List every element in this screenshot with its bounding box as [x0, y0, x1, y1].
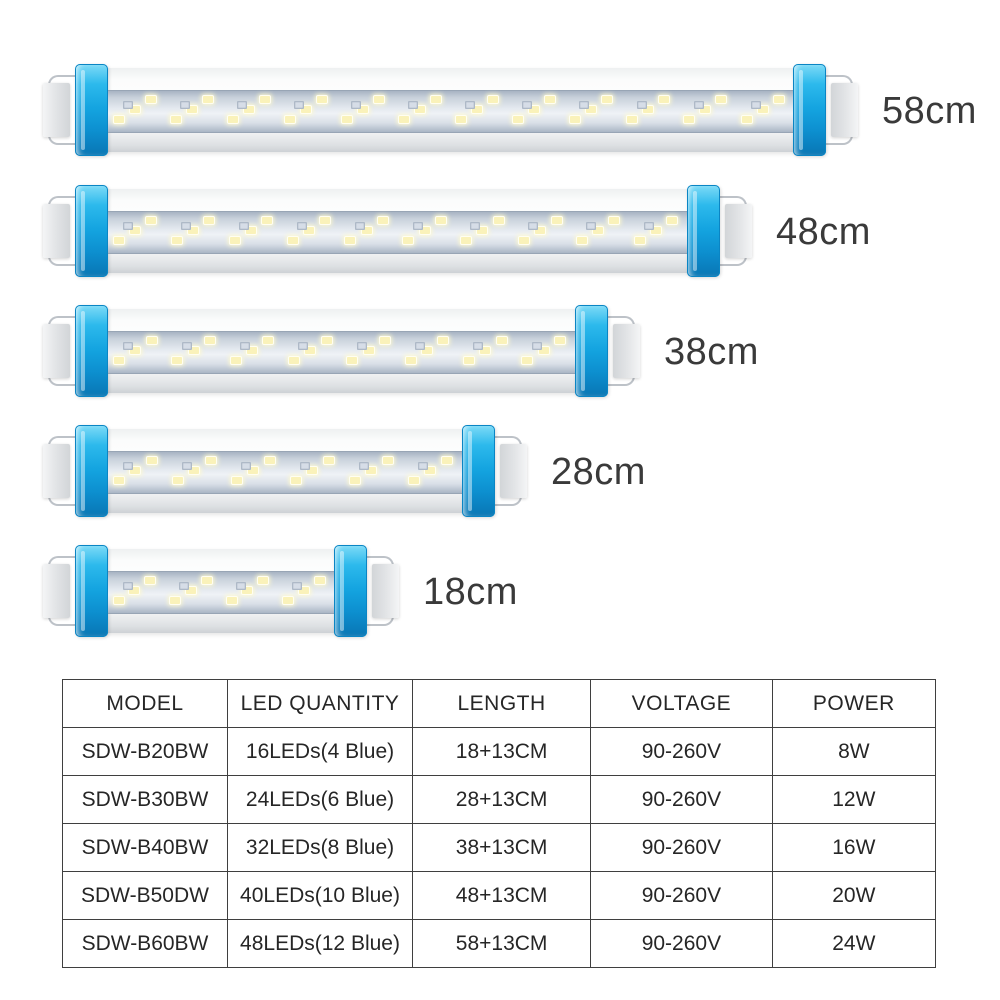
- mount-pad-left: [43, 564, 70, 618]
- length-label: 28cm: [551, 451, 646, 493]
- led-group: [508, 91, 565, 132]
- blue-led-chip: [418, 462, 428, 470]
- white-led: [315, 577, 325, 584]
- led-group: [571, 212, 629, 253]
- spec-header-led-qty: LED QUANTITY: [227, 680, 412, 728]
- spec-header-power: POWER: [772, 680, 935, 728]
- length-label: 58cm: [882, 90, 977, 132]
- length-label: 38cm: [664, 331, 759, 373]
- blue-led-chip: [123, 582, 133, 590]
- white-led: [570, 116, 580, 123]
- blue-led-chip: [123, 462, 133, 470]
- white-led: [442, 457, 452, 464]
- white-led: [461, 237, 471, 244]
- white-led: [374, 96, 384, 103]
- blue-led-chip: [528, 222, 538, 230]
- led-group: [336, 91, 393, 132]
- led-group: [165, 572, 222, 613]
- spec-cell-power: 24W: [772, 920, 935, 968]
- end-cap-left: [75, 425, 108, 517]
- white-led: [577, 237, 587, 244]
- white-led: [114, 597, 124, 604]
- spec-cell-model: SDW-B30BW: [63, 776, 228, 824]
- led-group: [517, 332, 575, 373]
- white-led: [742, 116, 752, 123]
- led-group: [166, 332, 224, 373]
- blue-led-chip: [236, 582, 246, 590]
- blue-led-chip: [355, 222, 365, 230]
- length-label: 48cm: [776, 211, 871, 253]
- led-group: [108, 332, 166, 373]
- blue-led-chip: [241, 462, 251, 470]
- mount-pad-left: [43, 83, 70, 137]
- mount-pad-right: [372, 564, 399, 618]
- white-led: [684, 116, 694, 123]
- blue-led-chip: [413, 222, 423, 230]
- white-led: [380, 337, 390, 344]
- led-strip: [108, 211, 687, 254]
- white-led: [716, 96, 726, 103]
- spec-cell-power: 20W: [772, 872, 935, 920]
- blue-led-chip: [237, 101, 247, 109]
- blue-led-chip: [694, 101, 704, 109]
- blue-led-chip: [359, 462, 369, 470]
- spec-header-voltage: VOLTAGE: [591, 680, 773, 728]
- white-led: [145, 577, 155, 584]
- mount-pad-right: [500, 444, 527, 498]
- blue-led-chip: [180, 101, 190, 109]
- led-group: [513, 212, 571, 253]
- light-bar-18cm: [43, 545, 399, 637]
- spec-cell-voltage: 90-260V: [591, 872, 773, 920]
- blue-led-chip: [181, 222, 191, 230]
- white-led: [288, 237, 298, 244]
- led-group: [344, 452, 403, 493]
- white-led: [456, 116, 466, 123]
- led-group: [285, 452, 344, 493]
- white-led: [627, 116, 637, 123]
- white-led: [774, 96, 784, 103]
- led-strip: [108, 331, 575, 374]
- white-led: [283, 597, 293, 604]
- white-led: [399, 116, 409, 123]
- spec-cell-model: SDW-B50DW: [63, 872, 228, 920]
- led-group: [225, 332, 283, 373]
- white-led: [345, 237, 355, 244]
- white-led: [431, 96, 441, 103]
- led-group: [108, 452, 167, 493]
- blue-led-chip: [123, 342, 133, 350]
- blue-led-chip: [473, 342, 483, 350]
- spec-cell-model: SDW-B60BW: [63, 920, 228, 968]
- led-group: [450, 91, 507, 132]
- led-group: [108, 572, 165, 613]
- white-led: [602, 96, 612, 103]
- led-group: [224, 212, 282, 253]
- light-bar-38cm: [43, 305, 640, 397]
- white-led: [260, 96, 270, 103]
- led-group: [282, 212, 340, 253]
- mount-pad-left: [43, 204, 70, 258]
- spec-row-SDW-B30BW: [63, 776, 936, 824]
- white-led: [173, 477, 183, 484]
- spec-cell-voltage: 90-260V: [591, 728, 773, 776]
- spec-header-row: [63, 680, 936, 728]
- led-group: [342, 332, 400, 373]
- led-group: [108, 91, 165, 132]
- white-led: [114, 477, 124, 484]
- end-cap-left: [75, 185, 108, 277]
- white-led: [494, 217, 504, 224]
- blue-led-chip: [298, 342, 308, 350]
- white-led: [147, 457, 157, 464]
- end-cap-left: [75, 64, 108, 156]
- white-led: [114, 116, 124, 123]
- led-group: [400, 332, 458, 373]
- end-cap-right: [575, 305, 608, 397]
- spec-cell-length: 18+13CM: [413, 728, 591, 776]
- led-group: [736, 91, 793, 132]
- spec-cell-voltage: 90-260V: [591, 824, 773, 872]
- blue-led-chip: [470, 222, 480, 230]
- white-led: [232, 477, 242, 484]
- white-led: [172, 237, 182, 244]
- white-led: [205, 337, 215, 344]
- spec-row-SDW-B20BW: [63, 728, 936, 776]
- spec-header-length: LENGTH: [413, 680, 591, 728]
- led-group: [166, 212, 224, 253]
- spec-cell-length: 38+13CM: [413, 824, 591, 872]
- blue-led-chip: [292, 582, 302, 590]
- spec-row-SDW-B50DW: [63, 872, 936, 920]
- white-led: [464, 357, 474, 364]
- spec-cell-voltage: 90-260V: [591, 920, 773, 968]
- white-led: [635, 237, 645, 244]
- blue-led-chip: [579, 101, 589, 109]
- light-bar-48cm: [43, 185, 752, 277]
- led-group: [108, 212, 166, 253]
- white-led: [609, 217, 619, 224]
- led-group: [165, 91, 222, 132]
- white-led: [383, 457, 393, 464]
- spec-table: [62, 679, 936, 968]
- end-cap-left: [75, 305, 108, 397]
- white-led: [146, 217, 156, 224]
- spec-cell-power: 16W: [772, 824, 935, 872]
- white-led: [230, 237, 240, 244]
- white-led: [409, 477, 419, 484]
- white-led: [147, 337, 157, 344]
- mount-pad-left: [43, 324, 70, 378]
- led-group: [278, 572, 335, 613]
- blue-led-chip: [644, 222, 654, 230]
- blue-led-chip: [240, 342, 250, 350]
- spec-cell-length: 28+13CM: [413, 776, 591, 824]
- led-group: [222, 91, 279, 132]
- white-led: [667, 217, 677, 224]
- white-led: [317, 96, 327, 103]
- white-led: [406, 357, 416, 364]
- white-led: [172, 357, 182, 364]
- white-led: [289, 357, 299, 364]
- led-group: [393, 91, 450, 132]
- white-led: [320, 217, 330, 224]
- white-led: [114, 237, 124, 244]
- light-bar-58cm: [43, 64, 858, 156]
- blue-led-chip: [300, 462, 310, 470]
- end-cap-right: [334, 545, 367, 637]
- blue-led-chip: [351, 101, 361, 109]
- white-led: [378, 217, 388, 224]
- white-led: [265, 457, 275, 464]
- mount-pad-right: [725, 204, 752, 258]
- white-led: [204, 217, 214, 224]
- white-led: [146, 96, 156, 103]
- white-led: [227, 597, 237, 604]
- mount-pad-right: [613, 324, 640, 378]
- spec-cell-led-quantity: 48LEDs(12 Blue): [227, 920, 412, 968]
- spec-cell-led-quantity: 24LEDs(6 Blue): [227, 776, 412, 824]
- white-led: [170, 597, 180, 604]
- blue-led-chip: [239, 222, 249, 230]
- length-label: 18cm: [423, 571, 518, 613]
- white-led: [171, 116, 181, 123]
- led-group: [283, 332, 341, 373]
- led-group: [398, 212, 456, 253]
- led-group: [629, 212, 687, 253]
- blue-led-chip: [532, 342, 542, 350]
- white-led: [347, 357, 357, 364]
- white-led: [228, 116, 238, 123]
- led-group: [565, 91, 622, 132]
- end-cap-right: [793, 64, 826, 156]
- white-led: [322, 337, 332, 344]
- white-led: [403, 237, 413, 244]
- spec-row-SDW-B40BW: [63, 824, 936, 872]
- white-led: [519, 237, 529, 244]
- white-led: [522, 357, 532, 364]
- blue-led-chip: [637, 101, 647, 109]
- white-led: [263, 337, 273, 344]
- blue-led-chip: [751, 101, 761, 109]
- white-led: [436, 217, 446, 224]
- white-led: [202, 577, 212, 584]
- spec-cell-voltage: 90-260V: [591, 776, 773, 824]
- white-led: [291, 477, 301, 484]
- blue-led-chip: [297, 222, 307, 230]
- white-led: [488, 96, 498, 103]
- spec-cell-power: 12W: [772, 776, 935, 824]
- led-group: [679, 91, 736, 132]
- white-led: [497, 337, 507, 344]
- white-led: [350, 477, 360, 484]
- spec-cell-power: 8W: [772, 728, 935, 776]
- blue-led-chip: [522, 101, 532, 109]
- led-group: [221, 572, 278, 613]
- led-group: [279, 91, 336, 132]
- mount-pad-left: [43, 444, 70, 498]
- led-group: [455, 212, 513, 253]
- led-group: [622, 91, 679, 132]
- led-group: [458, 332, 516, 373]
- led-strip: [108, 451, 462, 494]
- white-led: [659, 96, 669, 103]
- blue-led-chip: [182, 342, 192, 350]
- white-led: [114, 357, 124, 364]
- white-led: [285, 116, 295, 123]
- end-cap-left: [75, 545, 108, 637]
- led-strip: [108, 571, 334, 614]
- blue-led-chip: [465, 101, 475, 109]
- white-led: [206, 457, 216, 464]
- led-strip: [108, 90, 793, 133]
- end-cap-right: [462, 425, 495, 517]
- spec-cell-model: SDW-B40BW: [63, 824, 228, 872]
- white-led: [231, 357, 241, 364]
- white-led: [324, 457, 334, 464]
- end-cap-right: [687, 185, 720, 277]
- spec-row-SDW-B60BW: [63, 920, 936, 968]
- white-led: [555, 337, 565, 344]
- spec-cell-led-quantity: 40LEDs(10 Blue): [227, 872, 412, 920]
- blue-led-chip: [357, 342, 367, 350]
- white-led: [262, 217, 272, 224]
- blue-led-chip: [408, 101, 418, 109]
- led-group: [226, 452, 285, 493]
- white-led: [513, 116, 523, 123]
- white-led: [342, 116, 352, 123]
- blue-led-chip: [179, 582, 189, 590]
- led-group: [167, 452, 226, 493]
- spec-cell-length: 48+13CM: [413, 872, 591, 920]
- blue-led-chip: [294, 101, 304, 109]
- light-bar-28cm: [43, 425, 527, 517]
- white-led: [438, 337, 448, 344]
- white-led: [203, 96, 213, 103]
- spec-cell-led-quantity: 32LEDs(8 Blue): [227, 824, 412, 872]
- spec-cell-length: 58+13CM: [413, 920, 591, 968]
- led-group: [340, 212, 398, 253]
- white-led: [545, 96, 555, 103]
- led-group: [403, 452, 462, 493]
- spec-cell-model: SDW-B20BW: [63, 728, 228, 776]
- white-led: [552, 217, 562, 224]
- spec-header-model: MODEL: [63, 680, 228, 728]
- mount-pad-right: [831, 83, 858, 137]
- blue-led-chip: [415, 342, 425, 350]
- spec-cell-led-quantity: 16LEDs(4 Blue): [227, 728, 412, 776]
- white-led: [258, 577, 268, 584]
- blue-led-chip: [123, 222, 133, 230]
- blue-led-chip: [123, 101, 133, 109]
- blue-led-chip: [586, 222, 596, 230]
- blue-led-chip: [182, 462, 192, 470]
